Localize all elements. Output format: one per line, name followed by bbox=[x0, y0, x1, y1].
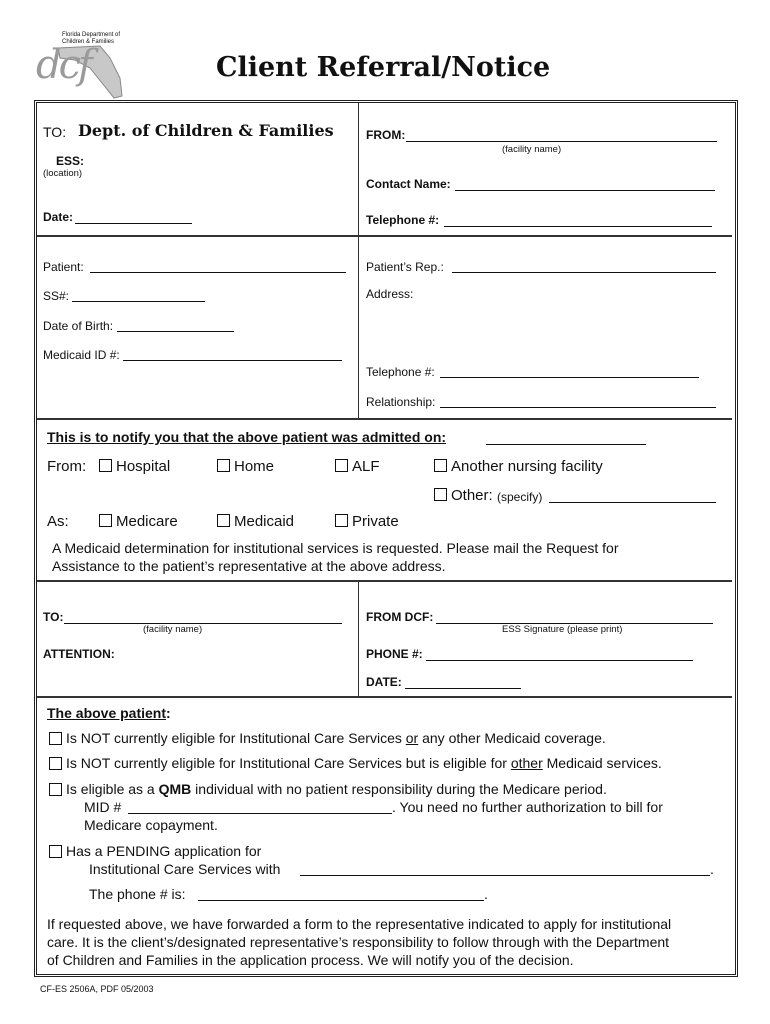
telephone-field[interactable] bbox=[444, 213, 712, 227]
attention-label: ATTENTION: bbox=[43, 647, 115, 661]
as-row-label: As: bbox=[47, 513, 69, 530]
logo-org-line2: Children & Families bbox=[62, 39, 115, 45]
other-medicaid-checkbox[interactable] bbox=[49, 757, 62, 770]
option-text: Is NOT currently eligible for Institutional Care Services but is eligible for bbox=[66, 755, 511, 771]
other-note: (specify) bbox=[497, 490, 543, 504]
option-pending: Has a PENDING application for bbox=[66, 843, 262, 859]
pending-services-text: Institutional Care Services with bbox=[89, 861, 281, 877]
medicare-checkbox[interactable] bbox=[99, 514, 112, 527]
date-field[interactable] bbox=[75, 210, 192, 224]
divider bbox=[37, 418, 732, 420]
ess-signature-field[interactable] bbox=[436, 610, 713, 624]
admitted-text: This is to notify you that the above patient was admitted on: bbox=[47, 429, 447, 445]
pending-services-field[interactable] bbox=[300, 862, 710, 876]
option-text: Is eligible as a bbox=[66, 781, 159, 797]
column-divider bbox=[358, 582, 359, 696]
option-qmb bbox=[66, 781, 607, 797]
patient-label: Patient: bbox=[43, 260, 84, 274]
patient-field[interactable] bbox=[90, 259, 346, 273]
facility-name-field[interactable] bbox=[406, 128, 717, 142]
alf-label: ALF bbox=[352, 458, 380, 475]
divider bbox=[37, 696, 732, 698]
other-checkbox[interactable] bbox=[434, 488, 447, 501]
home-label: Home bbox=[234, 458, 275, 475]
nursing-facility-label: Another nursing facility bbox=[451, 458, 603, 475]
other-label: Other: bbox=[451, 487, 493, 504]
dcf-logo bbox=[30, 28, 130, 103]
result-heading-colon: : bbox=[166, 705, 171, 721]
dcf-phone-field[interactable] bbox=[426, 647, 693, 661]
option-text: Is NOT currently eligible for Institutional Care Services bbox=[66, 730, 406, 746]
option-emphasis: QMB bbox=[158, 781, 192, 797]
patient-rep-label: Patient’s Rep.: bbox=[366, 260, 444, 274]
medicare-label: Medicare bbox=[116, 513, 178, 530]
logo-org-line1: Florida Department of bbox=[62, 32, 121, 38]
hospital-checkbox[interactable] bbox=[99, 459, 112, 472]
determination-line1: A Medicaid determination for institutional services is requested. Please mail the Request for bbox=[52, 540, 619, 556]
telephone-label: Telephone #: bbox=[366, 213, 440, 227]
closing-line1: If requested above, we have forwarded a form to the representative indicated to apply for institutional bbox=[47, 916, 672, 932]
page-title: Client Referral/Notice bbox=[216, 52, 551, 83]
result-heading bbox=[47, 705, 171, 721]
mid-label: MID # bbox=[84, 799, 122, 815]
phone-period: . bbox=[484, 886, 488, 902]
dcf-phone-label: PHONE #: bbox=[366, 647, 423, 661]
medicaid-id-label: Medicaid ID #: bbox=[43, 348, 120, 362]
to-label: TO: bbox=[43, 124, 67, 140]
pending-period: . bbox=[710, 861, 714, 877]
mid-text: . You need no further authorization to bill for bbox=[392, 799, 663, 815]
closing-line2: care. It is the client’s/designated representative’s responsibility to follow through with the Department bbox=[47, 934, 670, 950]
dob-field[interactable] bbox=[117, 318, 234, 332]
option-text: Medicaid services. bbox=[542, 755, 662, 771]
dcf-date-field[interactable] bbox=[405, 675, 521, 689]
relationship-field[interactable] bbox=[440, 394, 716, 408]
phone-field[interactable] bbox=[198, 887, 484, 901]
rep-telephone-field[interactable] bbox=[440, 364, 699, 378]
ess-signature-note: ESS Signature (please print) bbox=[502, 624, 623, 635]
date-label: Date: bbox=[43, 210, 74, 224]
medicaid-checkbox[interactable] bbox=[217, 514, 230, 527]
result-heading-text: The above patient bbox=[47, 705, 167, 721]
ss-label: SS#: bbox=[43, 289, 70, 303]
option-text: any other Medicaid coverage. bbox=[418, 730, 606, 746]
medicare-copayment-text: Medicare copayment. bbox=[84, 817, 218, 833]
option-emphasis: other bbox=[510, 755, 543, 771]
medicaid-id-field[interactable] bbox=[123, 347, 342, 361]
nursing-facility-checkbox[interactable] bbox=[434, 459, 447, 472]
contact-name-label: Contact Name: bbox=[366, 177, 451, 191]
option-text: individual with no patient responsibility during the Medicare period. bbox=[191, 781, 607, 797]
reply-facility-note: (facility name) bbox=[143, 624, 203, 635]
reply-facility-field[interactable] bbox=[64, 610, 342, 624]
divider bbox=[37, 235, 732, 237]
from-dcf-label: FROM DCF: bbox=[366, 610, 434, 624]
rep-telephone-label: Telephone #: bbox=[366, 365, 435, 379]
admitted-date-field[interactable] bbox=[486, 431, 646, 445]
logo-mark: dcf bbox=[36, 42, 90, 88]
pending-checkbox[interactable] bbox=[49, 845, 62, 858]
alf-checkbox[interactable] bbox=[335, 459, 348, 472]
not-eligible-checkbox[interactable] bbox=[49, 732, 62, 745]
divider bbox=[37, 580, 732, 582]
dcf-date-label: DATE: bbox=[366, 675, 402, 689]
qmb-checkbox[interactable] bbox=[49, 783, 62, 796]
option-not-eligible bbox=[66, 730, 606, 746]
dob-label: Date of Birth: bbox=[43, 319, 114, 333]
mid-field[interactable] bbox=[128, 800, 392, 814]
from-row-label: From: bbox=[47, 458, 87, 475]
private-checkbox[interactable] bbox=[335, 514, 348, 527]
option-emphasis: or bbox=[405, 730, 419, 746]
address-label: Address: bbox=[366, 287, 414, 301]
phone-text: The phone # is: bbox=[89, 886, 186, 902]
ss-field[interactable] bbox=[72, 288, 205, 302]
to-value: Dept. of Children & Families bbox=[78, 121, 334, 140]
determination-line2: Assistance to the patient’s representative at the above address. bbox=[52, 558, 446, 574]
column-divider bbox=[358, 103, 359, 418]
other-field[interactable] bbox=[549, 489, 716, 503]
option-other-medicaid bbox=[66, 755, 662, 771]
form-id: CF-ES 2506A, PDF 05/2003 bbox=[40, 984, 154, 994]
closing-line3: of Children and Families in the application process. We will notify you of the decision. bbox=[47, 952, 574, 968]
hospital-label: Hospital bbox=[116, 458, 171, 475]
reply-to-label: TO: bbox=[43, 610, 64, 624]
location-note: (location) bbox=[43, 168, 83, 179]
contact-name-field[interactable] bbox=[455, 177, 715, 191]
private-label: Private bbox=[352, 513, 399, 530]
from-label: FROM: bbox=[366, 128, 406, 142]
home-checkbox[interactable] bbox=[217, 459, 230, 472]
relationship-label: Relationship: bbox=[366, 395, 436, 409]
patient-rep-field[interactable] bbox=[452, 259, 716, 273]
facility-note: (facility name) bbox=[502, 144, 562, 155]
ess-label: ESS: bbox=[56, 154, 85, 168]
medicaid-label: Medicaid bbox=[234, 513, 295, 530]
